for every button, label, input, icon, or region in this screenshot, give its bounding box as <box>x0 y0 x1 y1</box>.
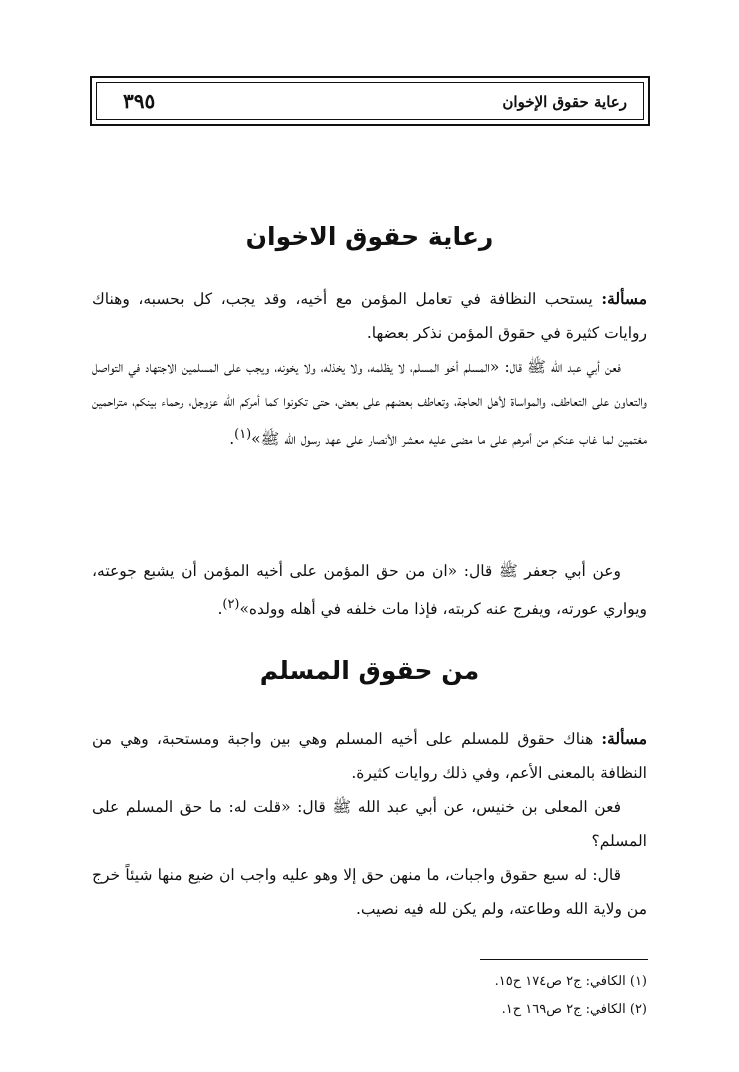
section-heading-brothers-rights: رعاية حقوق الاخوان <box>245 222 494 251</box>
issue-label: مسألة: <box>601 729 647 748</box>
footnote-ref-1: (١) <box>234 427 252 442</box>
paragraph-text: وعن أبي جعفر ﷺ قال: «ان من حق المؤمن على أخيه المؤمن أن يشبع جوعته، ويواري عورته، ويفرج عنه كربته، فإذا مات خلفه في أهله وولده» <box>92 562 647 619</box>
paragraph-hadith-1: فعن أبي عبد الله ﷺ قال: «المسلم أخو المسلم، لا يظلمه، ولا يخذله، ولا يخونه، ويجب على المسلمين الاجتهاد في التواصل والتعاون على التعاطف، والمواساة لأهل الحاجة، وتعاطف بعضهم على بعض، حتى تكونوا كما أمركم الله عزوجل، رحماء بينكم، متراحمين مغتمين لما غاب عنكم من أمرهم على ما مضى عليه معشر الأنصار على عهد رسول الله ﷺ»$^{(١)}$. <box>92 358 647 449</box>
paragraph-hadith-3-answer <box>92 858 647 926</box>
paragraph-hadith-3 <box>92 790 647 858</box>
footnote-1: (١) الكافي: ج٢ ص١٧٤ ح١٥. <box>494 974 647 989</box>
paragraph-text: هناك حقوق للمسلم على أخيه المسلم وهي بين واجبة ومستحبة، وهي من النظافة بالمعنى الأعم، وفي ذلك روايات كثيرة. <box>92 730 647 782</box>
paragraph-text: قال: له سبع حقوق واجبات، ما منهن حق إلا وهو عليه واجب ان ضيع منها شيئاً خرج من ولاية الله وطاعته، ولم يكن لله فيه نصيب. <box>92 866 647 918</box>
page-number: ٣٩٥ <box>123 89 156 113</box>
section-heading-muslim-rights: من حقوق المسلم <box>259 656 480 685</box>
paragraph-issue-2 <box>92 722 647 790</box>
footnote-2: (٢) الكافي: ج٢ ص١٦٩ ح١. <box>501 1002 647 1017</box>
paragraph-text: يستحب النظافة في تعامل المؤمن مع أخيه، وقد يجب، كل بحسبه، وهناك روايات كثيرة في حقوق المؤمن نذكر بعضها. <box>92 290 647 342</box>
paragraph-text: فعن أبي عبد الله ﷺ قال: «المسلم أخو المسلم، لا يظلمه، ولا يخذله، ولا يخونه، ويجب على المسلمين الاجتهاد في التواصل والتعاون على التعاطف، والمواساة لأهل الحاجة، وتعاطف بعضهم على بعض، حتى تكونوا كما أمركم الله عزوجل، رحماء بينكم، متراحمين مغتمين لما غاب عنكم من أمرهم على ما مضى عليه معشر الأنصار على عهد رسول الله ﷺ» <box>92 358 647 449</box>
footnote-ref-2: (٢) <box>222 597 240 612</box>
paragraph-issue-1 <box>92 282 647 350</box>
issue-label: مسألة: <box>601 289 647 308</box>
page-header-frame <box>90 76 650 126</box>
paragraph-hadith-2: وعن أبي جعفر ﷺ قال: «ان من حق المؤمن على أخيه المؤمن أن يشبع جوعته، ويواري عورته، ويفرج عنه كربته، فإذا مات خلفه في أهله وولده»$^{(٢)}$. <box>92 562 647 619</box>
paragraph-text: فعن المعلى بن خنيس، عن أبي عبد الله ﷺ قال: «قلت له: ما حق المسلم على المسلم؟ <box>92 798 647 850</box>
page-header-inner-frame <box>96 82 644 120</box>
running-title: رعاية حقوق الإخوان <box>502 93 627 111</box>
footnote-separator <box>480 959 648 960</box>
